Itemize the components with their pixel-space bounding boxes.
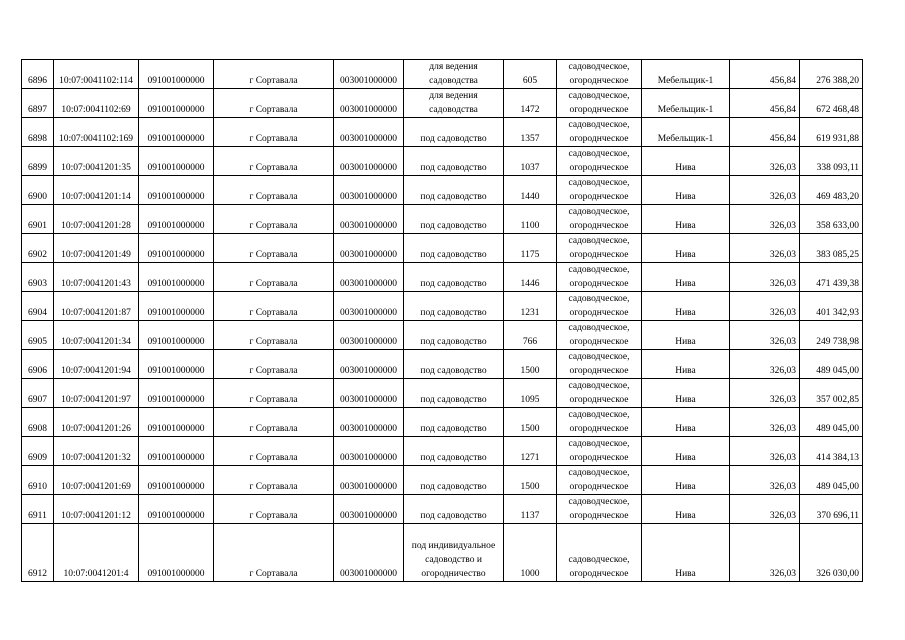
cell-text-line: садоводческое, [568,294,630,304]
cell-oktmo-code: 091001000000 [139,524,214,582]
table-row [22,147,863,176]
cell-text-line: под садоводство [420,163,487,173]
cell-locality: г Сортавала [214,60,334,89]
cell-locality: г Сортавала [214,147,334,176]
cell-locality: г Сортавала [214,495,334,524]
table-row [22,60,863,89]
cell-text-line: под садоводство [420,221,487,231]
cell-locality: г Сортавала [214,379,334,408]
table-row [22,205,863,234]
cell-record-number: 6911 [22,495,54,524]
cell-record-number: 6907 [22,379,54,408]
cell-specific-value: 326,03 [730,292,800,321]
cell-land-category [557,408,642,437]
cell-locality: г Сортавала [214,437,334,466]
table-row [22,263,863,292]
cell-area: 1100 [504,205,557,234]
cell-text-line: под садоводство [420,250,487,260]
cell-association: Мебельщик-1 [642,60,730,89]
cell-permitted-use [404,263,504,292]
cell-permitted-use [404,205,504,234]
cell-association: Нива [642,292,730,321]
cell-land-category [557,524,642,582]
cell-district-code: 003001000000 [334,495,404,524]
cell-oktmo-code: 091001000000 [139,408,214,437]
cell-record-number: 6904 [22,292,54,321]
cell-association: Нива [642,147,730,176]
cell-cadastral-value: 489 045,00 [800,350,863,379]
cell-specific-value: 326,03 [730,379,800,408]
cell-text-line: огородничество [421,569,486,579]
cell-permitted-use [404,176,504,205]
cell-cadastral-value: 338 093,11 [800,147,863,176]
cell-association: Нива [642,205,730,234]
cell-record-number: 6902 [22,234,54,263]
table-row [22,321,863,350]
cell-land-category [557,495,642,524]
table-row [22,234,863,263]
cell-text-line: огороднческое [569,76,629,86]
cell-oktmo-code: 091001000000 [139,350,214,379]
cell-text-line: огороднческое [569,192,629,202]
cell-specific-value: 326,03 [730,437,800,466]
cell-permitted-use [404,437,504,466]
cell-text-line: для ведения [429,62,478,72]
cell-record-number: 6905 [22,321,54,350]
cell-locality: г Сортавала [214,263,334,292]
cell-record-number: 6903 [22,263,54,292]
cell-text-line: садоводческое, [568,497,630,507]
cell-cadastral-value: 489 045,00 [800,408,863,437]
cell-locality: г Сортавала [214,524,334,582]
cell-district-code: 003001000000 [334,60,404,89]
cell-permitted-use [404,60,504,89]
cell-record-number: 6900 [22,176,54,205]
table-row [22,118,863,147]
cell-area: 1500 [504,408,557,437]
cell-text-line: огороднческое [569,337,629,347]
cell-area: 1440 [504,176,557,205]
cell-cadastral-number: 10:07:0041201:49 [54,234,139,263]
cell-association: Нива [642,437,730,466]
cell-oktmo-code: 091001000000 [139,379,214,408]
cell-specific-value: 326,03 [730,176,800,205]
cell-record-number: 6912 [22,524,54,582]
cell-text-line: под садоводство [420,366,487,376]
cell-specific-value: 326,03 [730,408,800,437]
cell-district-code: 003001000000 [334,176,404,205]
cell-cadastral-number: 10:07:0041201:12 [54,495,139,524]
cell-specific-value: 456,84 [730,89,800,118]
cell-association: Нива [642,408,730,437]
cell-specific-value: 326,03 [730,466,800,495]
cell-specific-value: 456,84 [730,60,800,89]
cell-cadastral-value: 326 030,00 [800,524,863,582]
cell-permitted-use [404,118,504,147]
cell-area: 1000 [504,524,557,582]
cell-district-code: 003001000000 [334,437,404,466]
cell-locality: г Сортавала [214,466,334,495]
cell-cadastral-number: 10:07:0041201:87 [54,292,139,321]
cell-permitted-use [404,350,504,379]
table-row [22,437,863,466]
table-row [22,292,863,321]
cell-text-line: для ведения [429,91,478,101]
cell-cadastral-value: 672 468,48 [800,89,863,118]
cell-land-category [557,292,642,321]
cell-cadastral-number: 10:07:0041201:32 [54,437,139,466]
cell-text-line: садоводческое, [568,62,630,72]
cell-association: Мебельщик-1 [642,89,730,118]
cell-permitted-use [404,321,504,350]
cell-cadastral-value: 401 342,93 [800,292,863,321]
cell-locality: г Сортавала [214,205,334,234]
table-row [22,350,863,379]
cell-district-code: 003001000000 [334,234,404,263]
cell-cadastral-value: 383 085,25 [800,234,863,263]
cell-permitted-use [404,379,504,408]
cell-district-code: 003001000000 [334,118,404,147]
cell-cadastral-value: 619 931,88 [800,118,863,147]
cell-oktmo-code: 091001000000 [139,147,214,176]
cell-cadastral-number: 10:07:0041201:34 [54,321,139,350]
cell-association: Нива [642,466,730,495]
cell-text-line: садоводческое, [568,323,630,333]
cell-permitted-use [404,495,504,524]
cell-land-category [557,234,642,263]
cell-record-number: 6896 [22,60,54,89]
cell-cadastral-number: 10:07:0041201:94 [54,350,139,379]
cell-text-line: огороднческое [569,308,629,318]
cell-text-line: огороднческое [569,453,629,463]
cell-locality: г Сортавала [214,350,334,379]
cell-land-category [557,379,642,408]
cell-area: 1231 [504,292,557,321]
cell-specific-value: 326,03 [730,495,800,524]
cell-association: Нива [642,176,730,205]
cell-land-category [557,350,642,379]
cell-cadastral-value: 414 384,13 [800,437,863,466]
cell-association: Нива [642,234,730,263]
cell-oktmo-code: 091001000000 [139,176,214,205]
cell-text-line: огороднческое [569,569,629,579]
cell-association: Нива [642,263,730,292]
cell-text-line: под садоводство [420,482,487,492]
cell-cadastral-number: 10:07:0041201:28 [54,205,139,234]
cell-district-code: 003001000000 [334,350,404,379]
table-row [22,466,863,495]
cell-district-code: 003001000000 [334,292,404,321]
cell-land-category [557,321,642,350]
cell-text-line: под садоводство [420,134,487,144]
cell-area: 1037 [504,147,557,176]
cell-land-category [557,466,642,495]
cell-text-line: огороднческое [569,424,629,434]
cell-association: Нива [642,350,730,379]
cell-area: 1500 [504,350,557,379]
cell-cadastral-number: 10:07:0041102:169 [54,118,139,147]
cell-area: 1137 [504,495,557,524]
cell-association: Нива [642,495,730,524]
cell-oktmo-code: 091001000000 [139,118,214,147]
cell-text-line: садоводческое, [568,468,630,478]
cell-locality: г Сортавала [214,408,334,437]
cell-text-line: огороднческое [569,105,629,115]
cell-area: 766 [504,321,557,350]
cell-area: 1095 [504,379,557,408]
cell-text-line: садоводческое, [568,207,630,217]
cell-cadastral-value: 471 439,38 [800,263,863,292]
cell-area: 605 [504,60,557,89]
cell-record-number: 6901 [22,205,54,234]
cell-district-code: 003001000000 [334,408,404,437]
cell-text-line: огороднческое [569,366,629,376]
table-row [22,89,863,118]
cell-specific-value: 326,03 [730,147,800,176]
cell-area: 1357 [504,118,557,147]
cell-record-number: 6908 [22,408,54,437]
table-row [22,379,863,408]
cell-record-number: 6899 [22,147,54,176]
cell-text-line: огороднческое [569,163,629,173]
cell-text-line: садоводческое, [568,352,630,362]
cell-land-category [557,89,642,118]
cell-cadastral-number: 10:07:0041201:43 [54,263,139,292]
cell-association: Мебельщик-1 [642,118,730,147]
cell-specific-value: 326,03 [730,524,800,582]
cell-association: Нива [642,524,730,582]
cell-text-line: огороднческое [569,511,629,521]
cell-text-line: садоводческое, [568,91,630,101]
cell-text-line: под садоводство [420,395,487,405]
cell-record-number: 6910 [22,466,54,495]
cell-cadastral-number: 10:07:0041201:97 [54,379,139,408]
cell-association: Нива [642,321,730,350]
cell-specific-value: 326,03 [730,350,800,379]
cell-text-line: под индивидуальное [411,541,496,551]
cell-cadastral-number: 10:07:0041201:35 [54,147,139,176]
cell-text-line: огороднческое [569,134,629,144]
cell-text-line: садоводство и [425,555,482,565]
cell-area: 1500 [504,466,557,495]
cell-oktmo-code: 091001000000 [139,466,214,495]
cell-specific-value: 326,03 [730,205,800,234]
cell-text-line: садоводческое, [568,236,630,246]
cell-district-code: 003001000000 [334,263,404,292]
cell-oktmo-code: 091001000000 [139,205,214,234]
cell-land-category [557,118,642,147]
cell-land-category [557,263,642,292]
cell-locality: г Сортавала [214,118,334,147]
cell-text-line: огороднческое [569,221,629,231]
cell-text-line: огороднческое [569,279,629,289]
cell-locality: г Сортавала [214,176,334,205]
cell-text-line: садоводческое, [568,149,630,159]
cell-text-line: огороднческое [569,482,629,492]
cell-text-line: под садоводство [420,279,487,289]
cell-permitted-use [404,292,504,321]
cell-text-line: садоводческое, [568,410,630,420]
cell-oktmo-code: 091001000000 [139,89,214,118]
cell-permitted-use [404,147,504,176]
cell-district-code: 003001000000 [334,205,404,234]
cell-specific-value: 326,03 [730,263,800,292]
cell-area: 1271 [504,437,557,466]
cell-text-line: садоводческое, [568,381,630,391]
cell-cadastral-number: 10:07:0041102:114 [54,60,139,89]
cell-cadastral-value: 276 388,20 [800,60,863,89]
cell-cadastral-number: 10:07:0041201:14 [54,176,139,205]
cell-record-number: 6906 [22,350,54,379]
cell-oktmo-code: 091001000000 [139,60,214,89]
cell-cadastral-value: 249 738,98 [800,321,863,350]
cell-locality: г Сортавала [214,89,334,118]
table-row [22,408,863,437]
cell-text-line: садоводства [429,76,478,86]
cell-oktmo-code: 091001000000 [139,292,214,321]
cell-district-code: 003001000000 [334,147,404,176]
cell-district-code: 003001000000 [334,321,404,350]
cell-text-line: садоводческое, [568,120,630,130]
cell-cadastral-number: 10:07:0041201:69 [54,466,139,495]
cell-text-line: огороднческое [569,250,629,260]
cell-text-line: садоводческое, [568,555,630,565]
cell-text-line: под садоводство [420,424,487,434]
cell-text-line: садоводческое, [568,439,630,449]
cell-text-line: садоводства [429,105,478,115]
land-plots-table [21,59,863,582]
cell-oktmo-code: 091001000000 [139,437,214,466]
cell-land-category [557,60,642,89]
cell-oktmo-code: 091001000000 [139,263,214,292]
cell-cadastral-number: 10:07:0041102:69 [54,89,139,118]
cell-permitted-use [404,524,504,582]
cell-cadastral-number: 10:07:0041201:26 [54,408,139,437]
cell-land-category [557,437,642,466]
cell-permitted-use [404,466,504,495]
cell-oktmo-code: 091001000000 [139,495,214,524]
table-row [22,524,863,582]
cell-text-line: под садоводство [420,511,487,521]
table-body [22,60,863,582]
cell-permitted-use [404,89,504,118]
cell-text-line: под садоводство [420,453,487,463]
cell-cadastral-value: 489 045,00 [800,466,863,495]
cell-land-category [557,147,642,176]
cell-area: 1472 [504,89,557,118]
cell-cadastral-value: 370 696,11 [800,495,863,524]
table-row [22,176,863,205]
cell-area: 1175 [504,234,557,263]
cell-cadastral-value: 469 483,20 [800,176,863,205]
cell-text-line: под садоводство [420,192,487,202]
cell-oktmo-code: 091001000000 [139,234,214,263]
cell-locality: г Сортавала [214,234,334,263]
cell-text-line: под садоводство [420,337,487,347]
cell-text-line: огороднческое [569,395,629,405]
cell-record-number: 6897 [22,89,54,118]
cell-cadastral-value: 357 002,85 [800,379,863,408]
cell-permitted-use [404,408,504,437]
cell-land-category [557,176,642,205]
table-row [22,495,863,524]
cell-oktmo-code: 091001000000 [139,321,214,350]
cell-text-line: садоводческое, [568,265,630,275]
cell-specific-value: 326,03 [730,321,800,350]
cell-locality: г Сортавала [214,292,334,321]
cell-cadastral-value: 358 633,00 [800,205,863,234]
cell-text-line: садоводческое, [568,178,630,188]
cell-specific-value: 326,03 [730,234,800,263]
cell-locality: г Сортавала [214,321,334,350]
cell-district-code: 003001000000 [334,466,404,495]
cell-area: 1446 [504,263,557,292]
cell-district-code: 003001000000 [334,524,404,582]
cell-record-number: 6898 [22,118,54,147]
cell-text-line: под садоводство [420,308,487,318]
cell-permitted-use [404,234,504,263]
cell-land-category [557,205,642,234]
cell-district-code: 003001000000 [334,89,404,118]
cell-district-code: 003001000000 [334,379,404,408]
cell-cadastral-number: 10:07:0041201:4 [54,524,139,582]
cell-specific-value: 456,84 [730,118,800,147]
cell-record-number: 6909 [22,437,54,466]
cell-association: Нива [642,379,730,408]
